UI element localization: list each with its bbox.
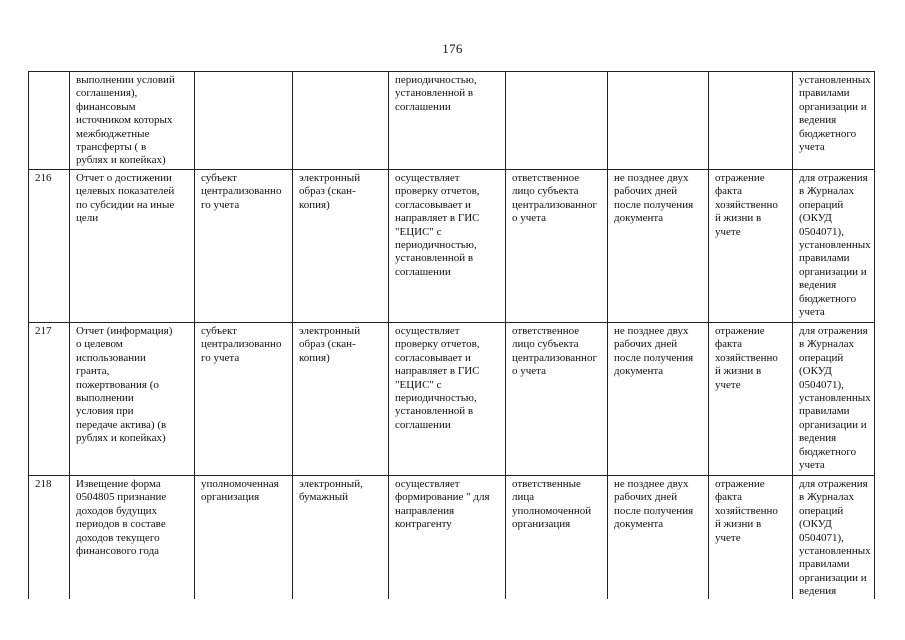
responsible-cell: ответственное лицо субъекта централизованног о учета [506,170,608,323]
action-cell: осуществляет проверку отчетов, согласовывает и направляет в ГИС "ЕЦИС" с периодичностью, установленной в соглашении [389,323,506,476]
reflection-cell: отражение факта хозяйственно й жизни в учете [709,476,793,599]
subject-cell: субъект централизованно го учета [195,323,293,476]
purpose-cell: для отражения в Журналах операций (ОКУД 0504071), установленных правилами организации и ведения бюджетного учета [793,323,875,476]
term-cell: не позднее двух рабочих дней после получения документа [608,323,709,476]
page-number: 176 [442,41,463,56]
row-number-cell: 216 [29,170,70,323]
responsible-cell: ответственные лица уполномоченной организация [506,476,608,599]
reflection-cell: отражение факта хозяйственно й жизни в учете [709,323,793,476]
subject-cell: субъект централизованно го учета [195,170,293,323]
term-cell: не позднее двух рабочих дней после получения документа [608,170,709,323]
purpose-cell: установленных правилами организации и ведения бюджетного учета [793,72,875,170]
action-cell: осуществляет проверку отчетов, согласовывает и направляет в ГИС "ЕЦИС" с периодичностью, установленной в соглашении [389,170,506,323]
document-table [28,71,875,599]
document-name-cell: Отчет о достижении целевых показателей по субсидии на иные цели [70,170,195,323]
row-number-cell: 218 [29,476,70,599]
table-row [29,72,875,170]
responsible-cell [506,72,608,170]
reflection-cell: отражение факта хозяйственно й жизни в учете [709,170,793,323]
action-cell: осуществляет формирование " для направления контрагенту [389,476,506,599]
row-number-cell [29,72,70,170]
term-cell: не позднее двух рабочих дней после получения документа [608,476,709,599]
table-row [29,476,875,599]
responsible-cell: ответственное лицо субъекта централизованног о учета [506,323,608,476]
purpose-cell: для отражения в Журналах операций (ОКУД 0504071), установленных правилами организации и ведения [793,476,875,599]
subject-cell [195,72,293,170]
form-cell [293,72,389,170]
row-number-cell: 217 [29,323,70,476]
purpose-cell: для отражения в Журналах операций (ОКУД 0504071), установленных правилами организации и ведения бюджетного учета [793,170,875,323]
form-cell: электронный, бумажный [293,476,389,599]
reflection-cell [709,72,793,170]
table-row [29,323,875,476]
form-cell: электронный образ (скан- копия) [293,323,389,476]
form-cell: электронный образ (скан- копия) [293,170,389,323]
action-cell: периодичностью, установленной в соглашении [389,72,506,170]
document-name-cell: выполнении условий соглашения), финансовым источником которых межбюджетные трансферты ( в рублях и копейках) [70,72,195,170]
document-name-cell: Отчет (информация) о целевом использовании гранта, пожертвования (о выполнении условия при передаче актива) (в рублях и копейках) [70,323,195,476]
table-row [29,170,875,323]
term-cell [608,72,709,170]
document-name-cell: Извещение форма 0504805 признание доходов будущих периодов в составе доходов текущего финансового года [70,476,195,599]
subject-cell: уполномоченная организация [195,476,293,599]
